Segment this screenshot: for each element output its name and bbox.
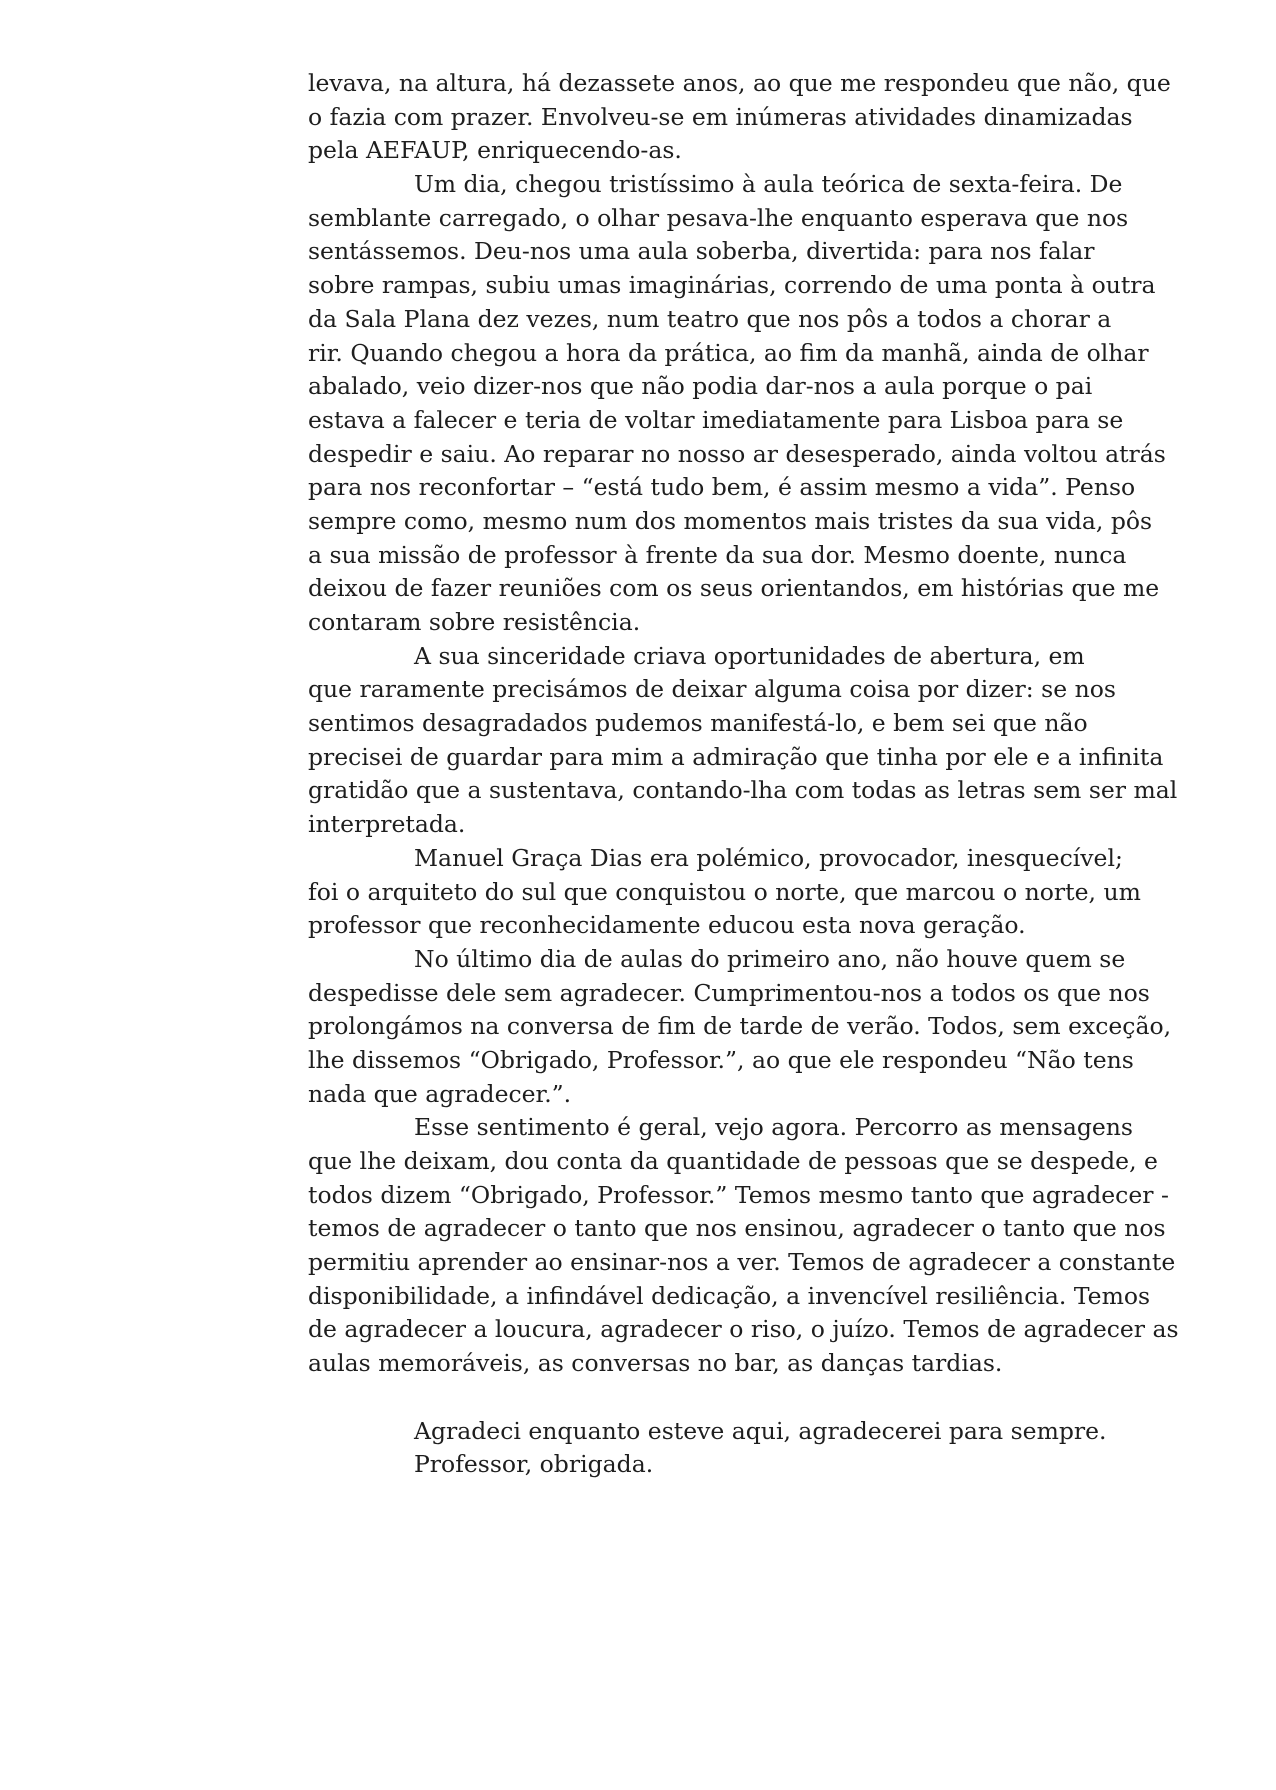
- text-line: a sua missão de professor à frente da sua dor. Mesmo doente, nunca: [308, 540, 1127, 569]
- text-line: o fazia com prazer. Envolveu-se em inúmeras atividades dinamizadas: [308, 102, 1133, 131]
- text-line: de agradecer a loucura, agradecer o riso, o juízo. Temos de agradecer as: [308, 1315, 1179, 1344]
- text-line: semblante carregado, o olhar pesava-lhe enquanto esperava que nos: [308, 203, 1129, 232]
- text-line: despedir e saiu. Ao reparar no nosso ar desesperado, ainda voltou atrás: [308, 439, 1166, 468]
- text-line: Um dia, chegou tristíssimo à aula teórica de sexta-feira. De: [414, 170, 1123, 199]
- paragraph: [308, 1111, 1188, 1381]
- text-line: aulas memoráveis, as conversas no bar, as danças tardias.: [308, 1349, 1003, 1378]
- document-body: [308, 67, 1188, 1482]
- text-line: sentássemos. Deu-nos uma aula soberba, divertida: para nos falar: [308, 237, 1095, 266]
- text-line: Manuel Graça Dias era polémico, provocador, inesquecível;: [414, 843, 1123, 872]
- text-line: foi o arquiteto do sul que conquistou o norte, que marcou o norte, um: [308, 877, 1141, 906]
- text-line: disponibilidade, a infindável dedicação, a invencível resiliência. Temos: [308, 1281, 1151, 1310]
- text-line: deixou de fazer reuniões com os seus orientandos, em histórias que me: [308, 574, 1160, 603]
- text-line: prolongámos na conversa de fim de tarde de verão. Todos, sem exceção,: [308, 1012, 1172, 1041]
- text-line: que lhe deixam, dou conta da quantidade de pessoas que se despede, e: [308, 1147, 1158, 1175]
- text-line: abalado, veio dizer-nos que não podia dar-nos a aula porque o pai: [308, 372, 1093, 401]
- text-line: professor que reconhecidamente educou esta nova geração.: [308, 911, 1026, 940]
- paragraph: [308, 842, 1188, 943]
- text-line: permitiu aprender ao ensinar-nos a ver. Temos de agradecer a constante: [308, 1248, 1176, 1277]
- closing-line: Agradeci enquanto esteve aqui, agradecerei para sempre.: [414, 1416, 1107, 1445]
- closing-signature: Professor, obrigada.: [414, 1450, 654, 1479]
- paragraph: [308, 168, 1188, 640]
- text-line: gratidão que a sustentava, contando-lha com todas as letras sem ser mal: [308, 776, 1178, 805]
- text-line: temos de agradecer o tanto que nos ensinou, agradecer o tanto que nos: [308, 1214, 1166, 1243]
- text-line: precisei de guardar para mim a admiração que tinha por ele e a infinita: [308, 742, 1164, 771]
- paragraph: [308, 943, 1188, 1111]
- text-line: Esse sentimento é geral, vejo agora. Percorro as mensagens: [414, 1113, 1133, 1142]
- text-line: todos dizem “Obrigado, Professor.” Temos mesmo tanto que agradecer -: [308, 1180, 1169, 1209]
- text-line: que raramente precisámos de deixar alguma coisa por dizer: se nos: [308, 675, 1116, 704]
- paragraph: [308, 640, 1188, 842]
- text-line: pela AEFAUP, enriquecendo-as.: [308, 136, 682, 165]
- text-line: rir. Quando chegou a hora da prática, ao fim da manhã, ainda de olhar: [308, 338, 1149, 367]
- text-line: da Sala Plana dez vezes, num teatro que nos pôs a todos a chorar a: [308, 304, 1112, 333]
- text-line: para nos reconfortar – “está tudo bem, é assim mesmo a vida”. Penso: [308, 473, 1136, 502]
- text-line: estava a falecer e teria de voltar imediatamente para Lisboa para se: [308, 405, 1124, 434]
- text-line: nada que agradecer.”.: [308, 1079, 572, 1108]
- text-line: interpretada.: [308, 810, 466, 839]
- paragraph-gap: [308, 1381, 1188, 1415]
- text-line: levava, na altura, há dezassete anos, ao que me respondeu que não, que: [308, 69, 1171, 97]
- text-line: No último dia de aulas do primeiro ano, não houve quem se: [414, 944, 1126, 973]
- text-line: sentimos desagradados pudemos manifestá-lo, e bem sei que não: [308, 709, 1088, 738]
- text-line: sobre rampas, subiu umas imaginárias, correndo de uma ponta à outra: [308, 271, 1156, 300]
- text-line: contaram sobre resistência.: [308, 608, 641, 636]
- text-line: A sua sinceridade criava oportunidades de abertura, em: [414, 641, 1085, 670]
- text-line: lhe dissemos “Obrigado, Professor.”, ao que ele respondeu “Não tens: [308, 1045, 1134, 1074]
- text-line: sempre como, mesmo num dos momentos mais tristes da sua vida, pôs: [308, 506, 1153, 535]
- paragraph: [308, 67, 1188, 168]
- text-line: despedisse dele sem agradecer. Cumprimentou-nos a todos os que nos: [308, 978, 1150, 1007]
- closing: [308, 1415, 1188, 1482]
